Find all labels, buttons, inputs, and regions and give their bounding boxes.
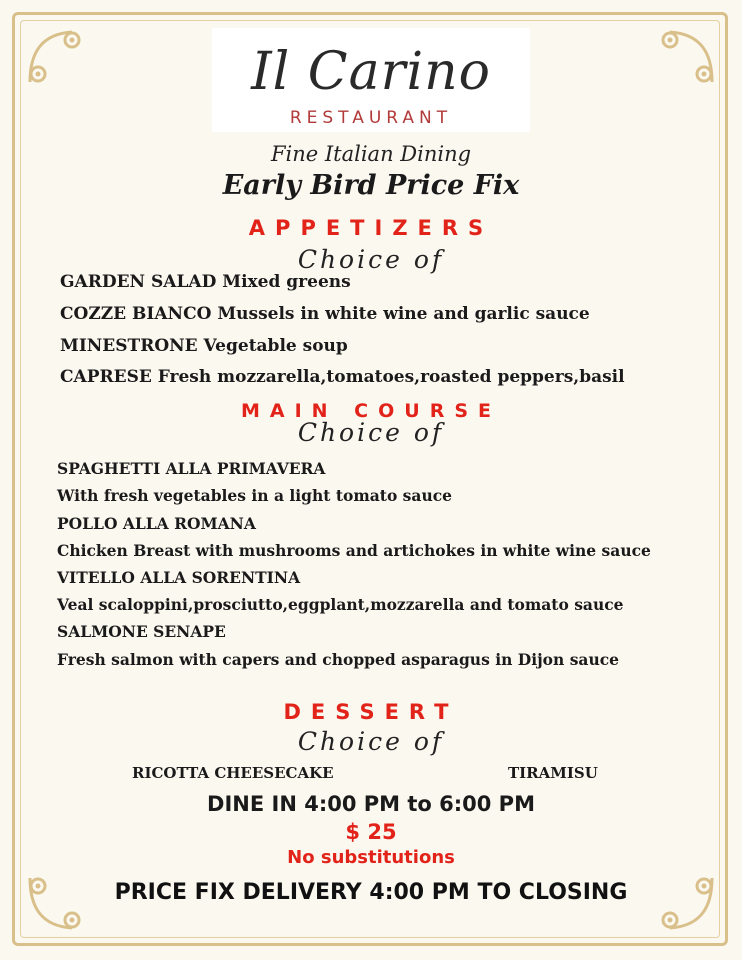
appetizer-item: GARDEN SALAD Mixed greens [60, 272, 351, 292]
dine-in-hours: DINE IN 4:00 PM to 6:00 PM [207, 792, 535, 816]
restaurant-logo [212, 28, 530, 132]
dessert-item: TIRAMISU [508, 764, 598, 782]
tagline: Fine Italian Dining [270, 142, 472, 166]
menu-title: Early Bird Price Fix [222, 170, 520, 201]
appetizers-heading: APPETIZERS [248, 216, 494, 240]
dessert-choice: Choice of [297, 727, 445, 756]
main-course-line: Fresh salmon with capers and chopped asparagus in Dijon sauce [57, 650, 620, 669]
dessert-item: RICOTTA CHEESECAKE [132, 764, 334, 782]
corner-flourish-icon [22, 22, 92, 92]
delivery-hours: PRICE FIX DELIVERY 4:00 PM TO CLOSING [114, 880, 628, 905]
logo-name: Il Carino [251, 42, 491, 102]
main-course-choice: Choice of [297, 418, 445, 447]
main-course-line: Veal scaloppini,prosciutto,eggplant,mozzarella and tomato sauce [57, 595, 624, 614]
main-course-line: With fresh vegetables in a light tomato sauce [57, 486, 453, 505]
dessert-heading: DESSERT [283, 700, 459, 724]
corner-flourish-icon [650, 22, 720, 92]
main-course-line: VITELLO ALLA SORENTINA [57, 568, 301, 587]
appetizer-item: CAPRESE Fresh mozzarella,tomatoes,roasted peppers,basil [60, 367, 625, 387]
appetizers-choice: Choice of [297, 245, 445, 274]
no-substitutions-note: No substitutions [287, 847, 455, 868]
main-course-line: SALMONE SENAPE [57, 622, 226, 641]
main-course-heading: MAIN COURSE [240, 400, 501, 422]
main-course-line: SPAGHETTI ALLA PRIMAVERA [57, 459, 326, 478]
appetizer-item: COZZE BIANCO Mussels in white wine and garlic sauce [60, 304, 590, 324]
price: $ 25 [345, 820, 397, 844]
appetizer-item: MINESTRONE Vegetable soup [60, 336, 348, 356]
logo-subtitle: RESTAURANT [289, 108, 453, 128]
main-course-line: Chicken Breast with mushrooms and artichokes in white wine sauce [57, 541, 651, 560]
main-course-line: POLLO ALLA ROMANA [57, 514, 256, 533]
